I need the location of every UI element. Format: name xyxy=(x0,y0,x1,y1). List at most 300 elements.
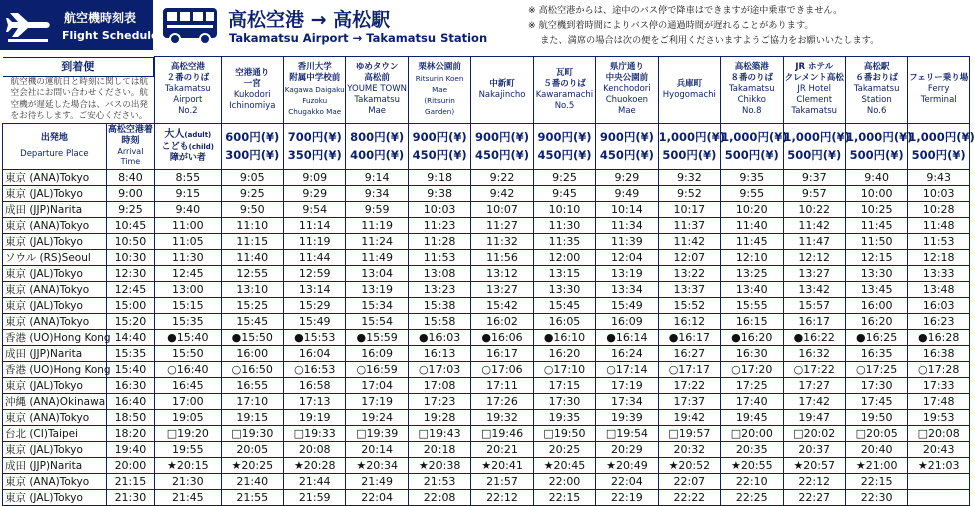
stop-name-jp: 香川大学 附属中学校前 xyxy=(289,62,341,84)
stop-name-en: YOUME TOWN Takamatsu Mae xyxy=(347,84,407,117)
departure-place: 台北 (CI)Taipei xyxy=(3,425,107,441)
stop-time: 22:12 xyxy=(471,489,533,505)
fare-cell xyxy=(721,123,788,169)
fare-child: 300円(¥) xyxy=(225,148,280,162)
stop-time: 19:39 xyxy=(596,409,658,425)
stop-time: 22:25 xyxy=(721,489,783,505)
stop-time: 13:10 xyxy=(221,281,283,297)
stop-time: ●15:53 xyxy=(284,329,346,345)
stop-time: ○17:03 xyxy=(408,361,470,377)
stop-time: 12:12 xyxy=(783,249,845,265)
stop-time: 20:29 xyxy=(596,441,658,457)
stop-time: 22:15 xyxy=(533,489,595,505)
stop-time: ○17:06 xyxy=(471,361,533,377)
stop-header xyxy=(533,57,595,124)
fare-adult-label: 大人(adult) xyxy=(164,129,212,140)
stop-time: 11:35 xyxy=(533,233,595,249)
arrival-time: 9:00 xyxy=(106,185,154,201)
header xyxy=(0,0,975,50)
stop-time: 11:15 xyxy=(221,233,283,249)
stop-time: ★20:57 xyxy=(783,457,845,473)
fare-child: 450円(¥) xyxy=(412,148,467,162)
stop-time: ●15:40 xyxy=(155,329,221,345)
stop-time: 19:45 xyxy=(721,409,783,425)
stop-time: ●16:03 xyxy=(408,329,470,345)
stop-time: 10:25 xyxy=(845,201,907,217)
stop-time: 16:09 xyxy=(596,313,658,329)
stop-time: 22:00 xyxy=(533,473,595,489)
stop-time: 17:48 xyxy=(908,393,970,409)
fare-child: 400円(¥) xyxy=(350,148,405,162)
stop-time: 8:55 xyxy=(155,169,221,185)
stop-time: 16:23 xyxy=(908,313,970,329)
stop-time: 9:55 xyxy=(721,185,783,201)
stop-time: 17:10 xyxy=(221,393,283,409)
stop-time: 17:19 xyxy=(346,393,408,409)
stop-time: ★20:45 xyxy=(533,457,595,473)
timetable-row xyxy=(3,185,970,201)
fare-child: 350円(¥) xyxy=(287,148,342,162)
stop-time: 9:14 xyxy=(346,169,408,185)
stop-time: 10:20 xyxy=(721,201,783,217)
stop-header xyxy=(596,57,658,124)
fare-child: 500円(¥) xyxy=(662,148,717,162)
arrival-time: 16:30 xyxy=(106,377,154,393)
stop-time: □20:02 xyxy=(783,425,845,441)
fare-cell xyxy=(533,123,595,169)
stop-time: 11:40 xyxy=(221,249,283,265)
stop-time: 16:04 xyxy=(284,345,346,361)
stop-name-en: Takamatsu Chikko No.8 xyxy=(728,84,775,117)
departure-place: 東京 (JAL)Tokyo xyxy=(3,441,107,457)
stop-time: 17:33 xyxy=(908,377,970,393)
stop-name-en: Kenchodori Chuokoen Mae xyxy=(603,84,651,117)
stop-time: 17:15 xyxy=(533,377,595,393)
stop-time: 9:09 xyxy=(284,169,346,185)
stop-time: 10:03 xyxy=(908,185,970,201)
stop-name-en: Kukodori Ichinomiya xyxy=(229,89,276,111)
departure-place: 東京 (ANA)Tokyo xyxy=(3,313,107,329)
stop-time: 13:27 xyxy=(471,281,533,297)
fare-child-label: こども(child) xyxy=(161,142,214,152)
stop-time: 9:32 xyxy=(658,169,720,185)
stop-time: 17:27 xyxy=(783,377,845,393)
stop-time: 17:04 xyxy=(346,377,408,393)
stop-time: □19:33 xyxy=(284,425,346,441)
departure-place: 香港 (UO)Hong Kong xyxy=(3,361,107,377)
stop-time: ★20:38 xyxy=(408,457,470,473)
arrival-time: 21:30 xyxy=(106,489,154,505)
stop-time: 15:25 xyxy=(221,297,283,313)
stop-time: □20:05 xyxy=(845,425,907,441)
timetable-row xyxy=(3,265,970,281)
stop-time: 13:40 xyxy=(721,281,783,297)
stop-time: 19:42 xyxy=(658,409,720,425)
stop-time: 9:35 xyxy=(721,169,783,185)
stop-header xyxy=(845,57,907,124)
arrival-time: 8:40 xyxy=(106,169,154,185)
stop-time: ○17:22 xyxy=(783,361,845,377)
stop-time: 22:15 xyxy=(845,473,907,489)
stop-time: 13:42 xyxy=(783,281,845,297)
stop-name-en: Nakajincho xyxy=(478,89,526,100)
stop-time: 13:19 xyxy=(596,265,658,281)
stop-time: 13:19 xyxy=(346,281,408,297)
stop-name-en: Ferry Terminal xyxy=(920,84,957,106)
stop-time: ○17:17 xyxy=(658,361,720,377)
stop-time: 11:42 xyxy=(658,233,720,249)
stop-time: 13:14 xyxy=(284,281,346,297)
stop-time: ●16:20 xyxy=(721,329,783,345)
stop-time: ○17:25 xyxy=(845,361,907,377)
departure-place: 成田 (JJP)Narita xyxy=(3,345,107,361)
stop-time: 20:37 xyxy=(783,441,845,457)
note-line: また、満席の場合は次の便をご利用くださいますようご協力をお願いいたします。 xyxy=(528,35,880,46)
stop-time: □19:54 xyxy=(596,425,658,441)
stop-time: 22:19 xyxy=(596,489,658,505)
notes xyxy=(528,3,879,48)
stop-time: 17:37 xyxy=(658,393,720,409)
stop-time: 22:30 xyxy=(845,489,907,505)
bus-icon xyxy=(162,7,218,45)
fare-cell xyxy=(408,123,470,169)
stop-name-jp: 栗林公園前 xyxy=(418,62,461,73)
stop-time: 9:59 xyxy=(346,201,408,217)
stop-time: 9:25 xyxy=(533,169,595,185)
timetable-row xyxy=(3,313,970,329)
stop-time: 10:14 xyxy=(596,201,658,217)
stop-time: 20:05 xyxy=(221,441,283,457)
stop-time: 22:04 xyxy=(596,473,658,489)
stop-name-jp: 高松築港 ８番のりば xyxy=(730,62,774,84)
stop-time: 11:53 xyxy=(908,233,970,249)
stop-name-jp: 中新町 xyxy=(489,78,515,89)
stop-time: 11:53 xyxy=(408,249,470,265)
stop-time: 16:03 xyxy=(908,297,970,313)
stop-time: 9:25 xyxy=(221,185,283,201)
stop-time: ★20:41 xyxy=(471,457,533,473)
arrival-time: 19:40 xyxy=(106,441,154,457)
stop-time: 16:20 xyxy=(845,313,907,329)
stop-name-en: Kawaramachi No.5 xyxy=(535,89,594,111)
fare-child: 500円(¥) xyxy=(911,148,966,162)
stop-time: 11:45 xyxy=(721,233,783,249)
stop-time: 12:59 xyxy=(284,265,346,281)
stop-time: □19:57 xyxy=(658,425,720,441)
stop-time: □19:46 xyxy=(471,425,533,441)
stop-time: 22:08 xyxy=(408,489,470,505)
fare-cell xyxy=(221,123,283,169)
stop-time: 17:45 xyxy=(845,393,907,409)
stop-time: 16:32 xyxy=(783,345,845,361)
stop-time: ●16:22 xyxy=(783,329,845,345)
stop-time: 20:08 xyxy=(284,441,346,457)
stop-name-en: JR Hotel Clement Takamatsu xyxy=(791,84,838,117)
stop-time: 10:28 xyxy=(908,201,970,217)
stop-time: 9:05 xyxy=(221,169,283,185)
stop-time: 16:55 xyxy=(221,377,283,393)
stop-time: 9:22 xyxy=(471,169,533,185)
stop-name-jp: 兵庫町 xyxy=(676,78,703,89)
timetable-row xyxy=(3,169,970,185)
stop-header xyxy=(408,57,470,124)
arrival-time: 14:40 xyxy=(106,329,154,345)
stop-time: 21:55 xyxy=(221,489,283,505)
stop-time: 13:33 xyxy=(908,265,970,281)
stop-time: 19:47 xyxy=(783,409,845,425)
timetable-row xyxy=(3,329,970,345)
departure-place: 香港 (UO)Hong Kong xyxy=(3,329,107,345)
stop-time: 17:08 xyxy=(408,377,470,393)
stop-time: 13:08 xyxy=(408,265,470,281)
stop-time: □19:30 xyxy=(221,425,283,441)
stop-time: 11:28 xyxy=(408,233,470,249)
stop-time: 17:25 xyxy=(721,377,783,393)
stop-time: ★20:49 xyxy=(596,457,658,473)
stop-name-en: Hyogomachi xyxy=(662,89,716,100)
stop-time: 10:22 xyxy=(783,201,845,217)
timetable-row xyxy=(3,281,970,297)
stop-time: 15:45 xyxy=(221,313,283,329)
fare-adult: 1,000円(¥) xyxy=(845,130,913,144)
stop-time: 11:27 xyxy=(471,217,533,233)
stop-header-row xyxy=(3,57,970,124)
timetable-row xyxy=(3,441,970,457)
stop-time: 16:17 xyxy=(471,345,533,361)
stop-name-jp: フェリー乗り場 xyxy=(909,73,969,84)
stop-time: 22:04 xyxy=(346,489,408,505)
stop-time: 9:37 xyxy=(783,169,845,185)
fare-child: 500円(¥) xyxy=(787,148,842,162)
stop-time: 10:17 xyxy=(658,201,720,217)
fare-adult: 1,000円(¥) xyxy=(658,130,726,144)
stop-time: 16:27 xyxy=(658,345,720,361)
arrival-time: 15:35 xyxy=(106,345,154,361)
stop-time: 21:40 xyxy=(221,473,283,489)
stop-name-jp: 高松駅 ６番おりば xyxy=(855,62,898,84)
stop-time: 9:50 xyxy=(221,201,283,217)
fare-cell xyxy=(908,123,975,169)
departure-label-jp: 出発地 xyxy=(40,133,68,143)
departure-place: 成田 (JJP)Narita xyxy=(3,201,107,217)
stop-time xyxy=(908,473,970,489)
stop-time: □19:43 xyxy=(408,425,470,441)
timetable-row xyxy=(3,377,970,393)
stop-time: ★20:52 xyxy=(658,457,720,473)
stop-time: 9:52 xyxy=(658,185,720,201)
stop-time: 21:57 xyxy=(471,473,533,489)
stop-time: 21:59 xyxy=(284,489,346,505)
stop-time: 17:23 xyxy=(408,393,470,409)
departure-place: 東京 (JAL)Tokyo xyxy=(3,185,107,201)
stop-header xyxy=(346,57,408,124)
stop-time: 11:10 xyxy=(221,217,283,233)
stop-time: 17:26 xyxy=(471,393,533,409)
stop-time: 16:02 xyxy=(471,313,533,329)
fare-child: 500円(¥) xyxy=(849,148,904,162)
timetable-row xyxy=(3,457,970,473)
stop-time: 11:48 xyxy=(908,217,970,233)
timetable-row xyxy=(3,489,970,505)
stop-time: 16:00 xyxy=(845,297,907,313)
stop-name-jp: 高松空港 ２番のりば xyxy=(166,62,210,84)
stop-time: 13:25 xyxy=(721,265,783,281)
arrival-time: 18:50 xyxy=(106,409,154,425)
stop-time: 16:45 xyxy=(155,377,221,393)
stop-time: 11:32 xyxy=(471,233,533,249)
stop-header xyxy=(155,57,221,124)
stop-time: □19:20 xyxy=(155,425,221,441)
stop-time: 13:27 xyxy=(783,265,845,281)
departure-label-en: Departure Place xyxy=(20,149,89,159)
stop-time: 15:55 xyxy=(721,297,783,313)
note-line: ※ 航空機到着時間によりバス停の通過時間が遅れることがあります。 xyxy=(528,20,814,31)
departure-place: ソウル (RS)Seoul xyxy=(3,249,107,265)
stop-time: 11:30 xyxy=(155,249,221,265)
stop-name-jp: ゆめタウン 高松前 xyxy=(355,62,399,84)
stop-name-en: Takamatsu Station No.6 xyxy=(853,84,900,117)
arrival-time: 21:15 xyxy=(106,473,154,489)
stop-time: 12:55 xyxy=(221,265,283,281)
stop-time: 11:39 xyxy=(596,233,658,249)
stop-time: ○17:10 xyxy=(533,361,595,377)
stop-name-en: Kagawa Daigaku Fuzoku Chugakko Mae xyxy=(284,85,345,117)
stop-time: 9:54 xyxy=(284,201,346,217)
stop-time: 13:22 xyxy=(658,265,720,281)
stop-time: 16:58 xyxy=(284,377,346,393)
departure-place: 東京 (ANA)Tokyo xyxy=(3,217,107,233)
stop-time: ★20:28 xyxy=(284,457,346,473)
stop-time: 17:42 xyxy=(783,393,845,409)
stop-name-en: Ritsurin Koen Mae (Ritsurin Garden) xyxy=(415,74,464,117)
stop-time: 11:37 xyxy=(658,217,720,233)
stop-time: 21:45 xyxy=(155,489,221,505)
departure-place: 東京 (JAL)Tokyo xyxy=(3,377,107,393)
stop-time: 16:30 xyxy=(721,345,783,361)
stop-time: 22:07 xyxy=(658,473,720,489)
arrival-time: 9:25 xyxy=(106,201,154,217)
stop-time: 15:38 xyxy=(408,297,470,313)
stop-time: 11:47 xyxy=(783,233,845,249)
stop-time: □20:00 xyxy=(721,425,783,441)
fare-adult: 600円(¥) xyxy=(225,130,280,144)
flight-schedule-title-en: Flight Schedule xyxy=(62,29,159,42)
stop-time: 12:18 xyxy=(908,249,970,265)
stop-time: 19:05 xyxy=(155,409,221,425)
stop-time: 16:17 xyxy=(783,313,845,329)
stop-time: 15:49 xyxy=(596,297,658,313)
stop-time: 15:34 xyxy=(346,297,408,313)
timetable-row xyxy=(3,249,970,265)
timetable-row xyxy=(3,233,970,249)
stop-time: 10:07 xyxy=(471,201,533,217)
departure-place: 東京 (ANA)Tokyo xyxy=(3,281,107,297)
stop-time: 9:29 xyxy=(284,185,346,201)
stop-time: 15:50 xyxy=(155,345,221,361)
stop-time: ●16:17 xyxy=(658,329,720,345)
stop-name-jp: 県庁通り 中央公園前 xyxy=(605,62,649,84)
stop-time: ○16:59 xyxy=(346,361,408,377)
stop-time: ○17:20 xyxy=(721,361,783,377)
fare-adult: 900円(¥) xyxy=(475,130,530,144)
stop-time: 9:18 xyxy=(408,169,470,185)
stop-time: 16:00 xyxy=(221,345,283,361)
timetable-row xyxy=(3,425,970,441)
stop-time: □19:50 xyxy=(533,425,595,441)
stop-time: 16:13 xyxy=(408,345,470,361)
stop-time: 17:34 xyxy=(596,393,658,409)
departure-place: 沖縄 (ANA)Okinawa xyxy=(3,393,107,409)
fare-cell xyxy=(845,123,913,169)
stop-time: 12:45 xyxy=(155,265,221,281)
stop-time: 22:10 xyxy=(721,473,783,489)
stop-time: 17:40 xyxy=(721,393,783,409)
stop-time: ●15:50 xyxy=(221,329,283,345)
stop-time: 20:35 xyxy=(721,441,783,457)
stop-time: 20:43 xyxy=(908,441,970,457)
fare-cell xyxy=(783,123,850,169)
departure-place: 東京 (ANA)Tokyo xyxy=(3,409,107,425)
arrival-time: 18:20 xyxy=(106,425,154,441)
stop-time: 11:05 xyxy=(155,233,221,249)
arrival-time: 10:45 xyxy=(106,217,154,233)
timetable-row xyxy=(3,297,970,313)
fare-adult: 900円(¥) xyxy=(537,130,592,144)
stop-time: 16:05 xyxy=(533,313,595,329)
fare-child: 500円(¥) xyxy=(724,148,779,162)
stop-time: 15:58 xyxy=(408,313,470,329)
timetable-row xyxy=(3,217,970,233)
arrival-time: 15:40 xyxy=(106,361,154,377)
stop-time: ○16:40 xyxy=(155,361,221,377)
sidebar-cell xyxy=(3,57,155,124)
stop-time: 9:42 xyxy=(471,185,533,201)
timetable-row xyxy=(3,409,970,425)
stop-header xyxy=(471,57,533,124)
stop-time: 15:45 xyxy=(533,297,595,313)
departure-place-header xyxy=(3,123,107,169)
stop-time: 11:34 xyxy=(596,217,658,233)
timetable-row xyxy=(3,201,970,217)
arrival-time: 10:30 xyxy=(106,249,154,265)
departure-place: 東京 (JAL)Tokyo xyxy=(3,297,107,313)
stop-header xyxy=(221,57,283,124)
stop-time: ★20:25 xyxy=(221,457,283,473)
stop-time: 11:14 xyxy=(284,217,346,233)
departure-place: 東京 (JAL)Tokyo xyxy=(3,233,107,249)
stop-time: 16:15 xyxy=(721,313,783,329)
stop-time: 11:50 xyxy=(845,233,907,249)
stop-time: 15:42 xyxy=(471,297,533,313)
stop-time: ★21:00 xyxy=(845,457,907,473)
stop-time: 9:15 xyxy=(155,185,221,201)
stop-time: ●16:14 xyxy=(596,329,658,345)
stop-time: 16:24 xyxy=(596,345,658,361)
stop-time: 19:28 xyxy=(408,409,470,425)
flight-schedule-badge xyxy=(0,0,159,50)
arrival-time: 12:45 xyxy=(106,281,154,297)
stop-time: 13:04 xyxy=(346,265,408,281)
stop-time: 15:15 xyxy=(155,297,221,313)
stop-time: ●16:25 xyxy=(845,329,907,345)
stop-time: 17:11 xyxy=(471,377,533,393)
stop-time: 12:00 xyxy=(533,249,595,265)
stop-time: 21:49 xyxy=(346,473,408,489)
stop-time: 13:34 xyxy=(596,281,658,297)
stop-time: 13:12 xyxy=(471,265,533,281)
fare-adult: 700円(¥) xyxy=(287,130,342,144)
timetable-row xyxy=(3,393,970,409)
